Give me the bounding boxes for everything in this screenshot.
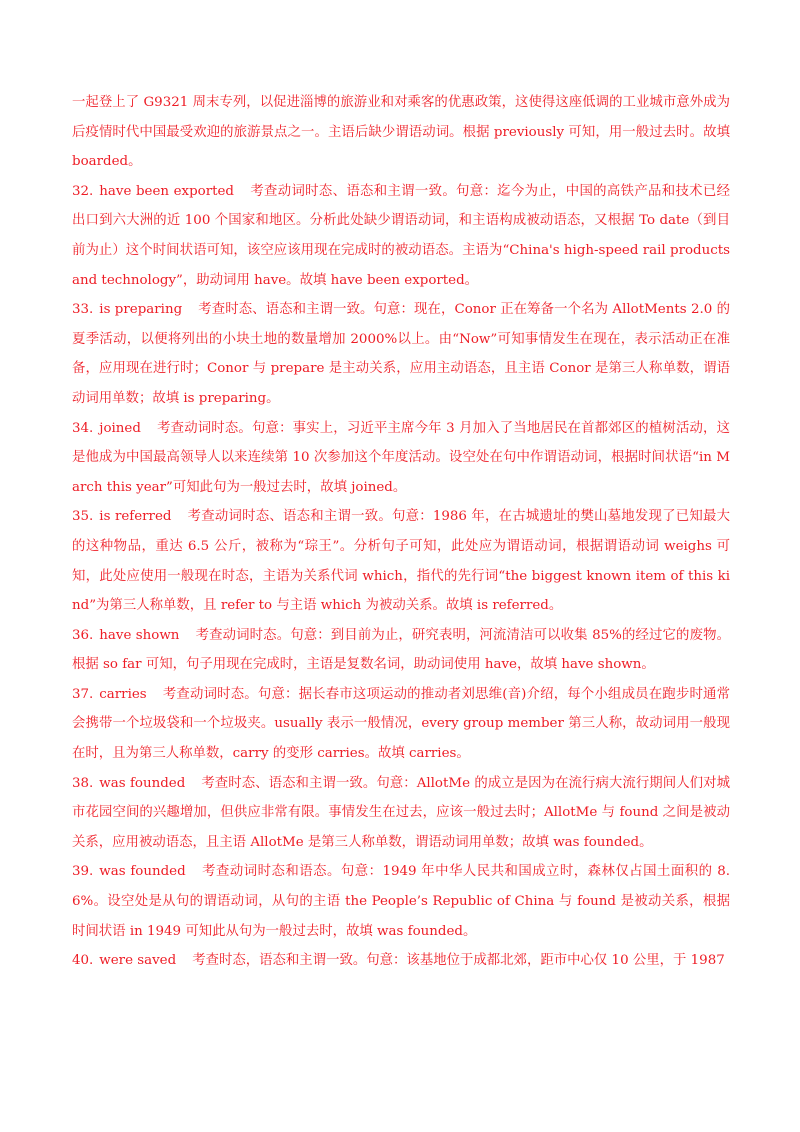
- item-number: 36.: [72, 627, 94, 643]
- item-explanation: 考查动词时态、语态和主谓一致。句意：1986 年，在古城遗址的樊山墓地发现了已知最大的这种物品，重达 6.5 公斤，被称为“琮王”。分析句子可知，此处应为谓语动词，根据谓语动词 weighs 可知，此处应使用一般现在时态，主语为关系代词 which，指代的先行词“the biggest known item of this kind”为第三人称单数，且 refer to 与主语 which 为被动关系。故填 is referred。: [72, 509, 730, 614]
- item-answer: is preparing: [99, 302, 183, 318]
- continued-explanation: 一起登上了 G9321 周末专列，以促进淄博的旅游业和对乘客的优惠政策，这使得这座低调的工业城市意外成为后疫情时代中国最受欢迎的旅游景点之一。主语后缺少谓语动词。根据 previously 可知，用一般过去时。故填 boarded。: [72, 95, 730, 170]
- item-answer: were saved: [99, 953, 177, 969]
- explanation-item: [72, 502, 730, 620]
- explanation-item: [72, 414, 730, 503]
- item-explanation: 考查时态、语态和主谓一致。句意：现在，Conor 正在筹备一个名为 AllotMents 2.0 的夏季活动，以便将列出的小块土地的数量增加 2000%以上。由“Now”可知事情发生在现在，表示活动正在准备，应用现在进行时；Conor 与 prepare 是主动关系，应用主动语态，且主语 Conor 是第三人称单数，谓语动词用单数；故填 is preparing。: [72, 302, 730, 406]
- explanation-item: [72, 857, 730, 946]
- item-explanation: 考查动词时态。句意：到目前为止，研究表明，河流清洁可以收集 85%的经过它的废物。根据 so far 可知，句子用现在完成时，主语是复数名词，助动词使用 have，故填 have shown。: [72, 627, 730, 673]
- explanation-item: [72, 295, 730, 413]
- answer-explanations: [72, 88, 730, 976]
- item-answer: have shown: [99, 627, 180, 643]
- item-explanation: 考查动词时态、语态和主谓一致。句意：迄今为止，中国的高铁产品和技术已经出口到六大洲的近 100 个国家和地区。分析此处缺少谓语动词，和主语构成被动语态，又根据 To date（到目前为止）这个时间状语可知，该空应该用现在完成时的被动语态。主语为“China's high-speed rail products and technology”，助动词用 have。故填 have been exported。: [72, 183, 731, 288]
- item-number: 37.: [72, 686, 94, 702]
- item-number: 33.: [72, 302, 94, 318]
- explanation-list: [72, 177, 730, 976]
- explanation-item: [72, 946, 730, 976]
- item-explanation: 考查动词时态和语态。句意：1949 年中华人民共和国成立时，森林仅占国土面积的 8.6%。设空处是从句的谓语动词，从句的主语 the People’s Republic of China 与 found 是被动关系，根据时间状语 in 1949 可知此从句为一般过去时，故填 was founded。: [72, 864, 730, 939]
- item-number: 32.: [72, 183, 94, 199]
- item-number: 40.: [72, 953, 94, 969]
- explanation-item: [72, 621, 730, 680]
- explanation-item: [72, 177, 730, 295]
- item-answer: carries: [99, 686, 147, 702]
- item-number: 34.: [72, 420, 94, 436]
- item-answer: is referred: [99, 509, 172, 525]
- item-answer: joined: [99, 420, 141, 436]
- item-number: 39.: [72, 864, 94, 880]
- item-answer: was founded: [99, 775, 186, 791]
- item-explanation: 考查时态，语态和主谓一致。句意：该基地位于成都北郊，距市中心仅 10 公里，于 1987: [192, 953, 725, 969]
- item-explanation: 考查动词时态。句意：事实上，习近平主席今年 3 月加入了当地居民在首都郊区的植树活动，这是他成为中国最高领导人以来连续第 10 次参加这个年度活动。设空处在句中作谓语动词，根据时间状语“in March this year”可知此句为一般过去时，故填 joined。: [72, 420, 730, 495]
- item-explanation: 考查动词时态。句意：据长春市这项运动的推动者刘思维(音)介绍，每个小组成员在跑步时通常会携带一个垃圾袋和一个垃圾夹。usually 表示一般情况，every group member 第三人称，故动词用一般现在时，且为第三人称单数，carry 的变形 carries。故填 carries。: [72, 686, 730, 762]
- explanation-item: [72, 680, 730, 769]
- item-explanation: 考查时态、语态和主谓一致。句意：AllotMe 的成立是因为在流行病大流行期间人们对城市花园空间的兴趣增加，但供应非常有限。事情发生在过去，应该一般过去时；AllotMe 与 found 之间是被动关系，应用被动语态，且主语 AllotMe 是第三人称单数，谓语动词用单数；故填 was founded。: [72, 775, 730, 850]
- item-answer: was founded: [99, 864, 186, 880]
- item-number: 38.: [72, 775, 94, 791]
- item-answer: have been exported: [99, 183, 234, 199]
- item-number: 35.: [72, 509, 94, 525]
- explanation-item: [72, 769, 730, 858]
